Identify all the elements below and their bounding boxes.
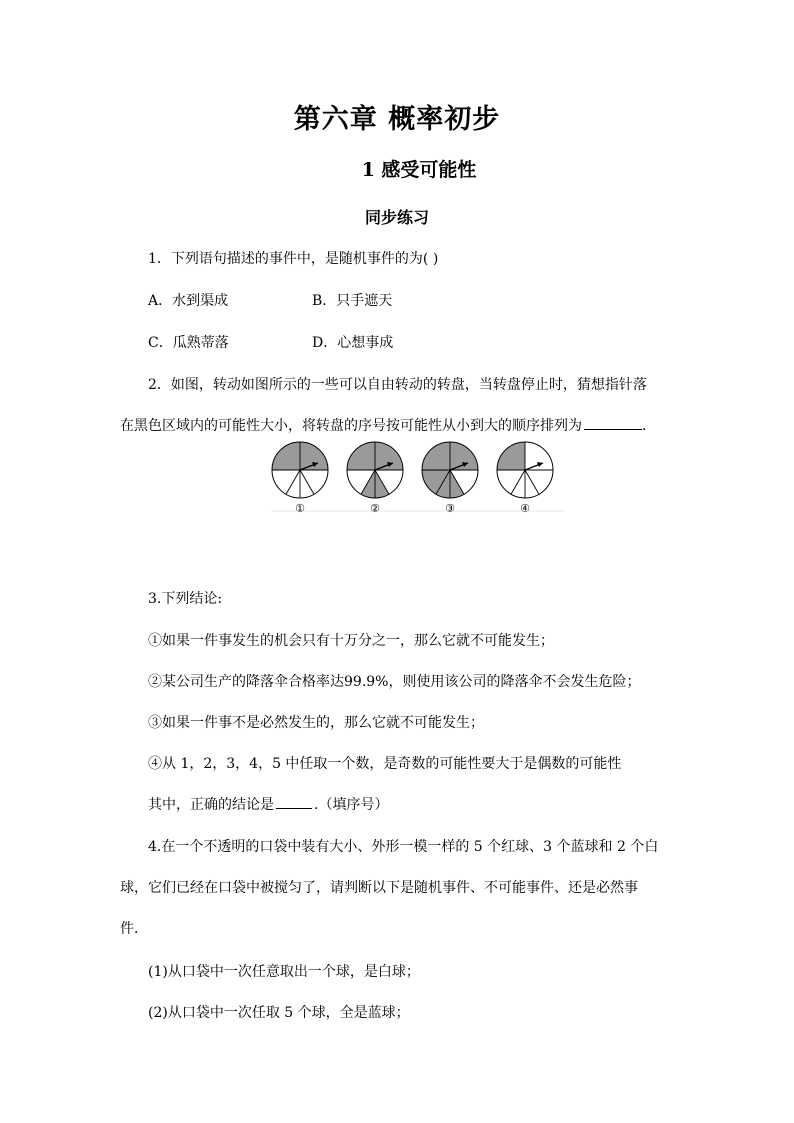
exercise-subtitle: 同步练习	[364, 208, 429, 227]
q2-answer-blank	[584, 415, 642, 430]
q3-answer-blank	[276, 794, 312, 809]
q1-option-b: B．只手遮天	[312, 293, 393, 309]
q4-line2: 球，它们已经在口袋中被搅匀了，请判断以下是随机事件、不可能事件、还是必然事	[120, 880, 638, 896]
q3-item-3: ③如果一件事不是必然发生的，那么它就不可能发生；	[148, 715, 484, 731]
section-title: 1 感受可能性	[361, 159, 477, 181]
sector-divider	[300, 470, 314, 494]
q4-line1: 4.在一个不透明的口袋中装有大小、外形一模一样的 5 个红球、3 个蓝球和 2 个白	[148, 839, 659, 855]
spinner-label: ③	[445, 502, 455, 515]
q2-line2: 在黑色区域内的可能性大小，将转盘的序号按可能性从小到大的顺序排列为 .	[120, 415, 646, 435]
q4-sub1: (1)从口袋中一次任意取出一个球，是白球；	[148, 964, 420, 980]
q1-option-a: A．水到渠成	[148, 293, 229, 309]
q3-answer: 其中，正确的结论是 .（填序号）	[148, 794, 388, 814]
spinner-label: ①	[295, 502, 305, 515]
sector-divider	[286, 470, 300, 494]
chapter-title: 第六章 概率初步	[293, 104, 501, 135]
q2-line1: 2．如图，转动如图所示的一些可以自由转动的转盘，当转盘停止时，猜想指针落	[148, 377, 647, 393]
q4-line3: 件．	[120, 921, 148, 937]
sector-divider	[525, 470, 539, 494]
spinner-1	[272, 442, 328, 515]
q3-item-4: ④从 1，2，3，4，5 中任取一个数，是奇数的可能性要大于是偶数的可能性	[148, 756, 622, 772]
spinner-4	[497, 442, 553, 515]
spinner-figure	[268, 440, 568, 520]
q3-intro: 3.下列结论:	[148, 591, 223, 607]
spinner-label: ②	[370, 502, 380, 515]
q1-stem: 1．下列语句描述的事件中，是随机事件的为( )	[148, 251, 439, 267]
spinner-label: ④	[520, 502, 530, 515]
q1-option-d: D．心想事成	[312, 335, 394, 351]
q4-sub2: (2)从口袋中一次任取 5 个球，全是蓝球；	[148, 1005, 410, 1021]
q3-item-1: ①如果一件事发生的机会只有十万分之一，那么它就不可能发生；	[148, 633, 554, 649]
sector-divider	[511, 470, 525, 494]
spinner-2	[347, 442, 403, 515]
spinner-3	[422, 442, 478, 515]
q3-item-2: ②某公司生产的降落伞合格率达99.9%，则使用该公司的降落伞不会发生危险；	[148, 674, 641, 690]
q1-option-c: C．瓜熟蒂落	[148, 335, 229, 351]
